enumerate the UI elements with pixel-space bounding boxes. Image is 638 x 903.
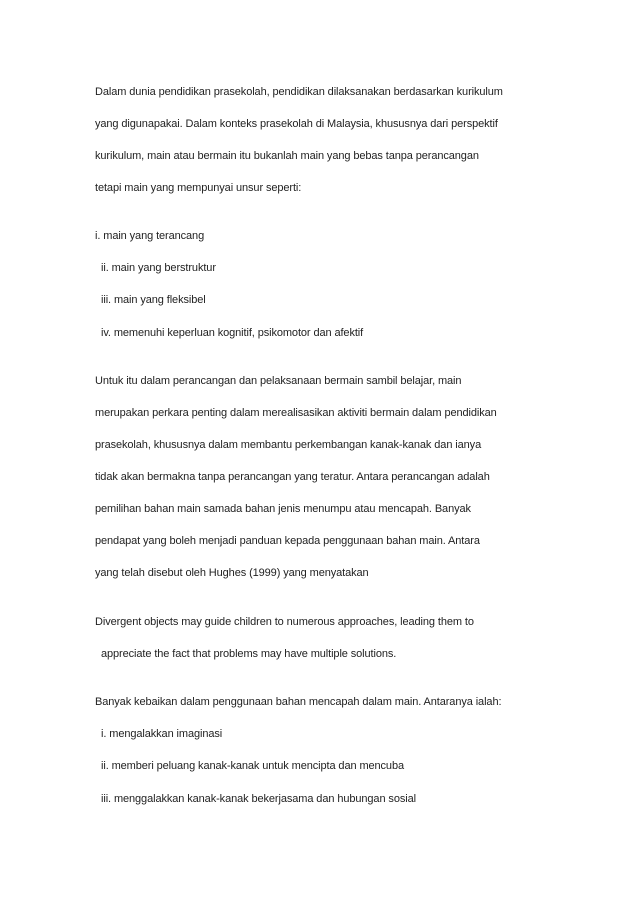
- list-1-item: iii. main yang fleksibel: [101, 294, 206, 306]
- list-2-item: ii. memberi peluang kanak-kanak untuk mencipta dan mencuba: [101, 760, 404, 772]
- paragraph-2-line: pendapat yang boleh menjadi panduan kepada penggunaan bahan main. Antara: [95, 535, 480, 547]
- paragraph-2-line: prasekolah, khususnya dalam membantu perkembangan kanak-kanak dan ianya: [95, 439, 482, 451]
- paragraph-1-line: tetapi main yang mempunyai unsur seperti:: [95, 182, 302, 194]
- list-1-item: i. main yang terancang: [95, 230, 205, 242]
- list-2-item: i. mengalakkan imaginasi: [101, 728, 223, 740]
- quote-line: appreciate the fact that problems may have multiple solutions.: [101, 648, 397, 660]
- paragraph-1-line: kurikulum, main atau bermain itu bukanlah main yang bebas tanpa perancangan: [95, 150, 479, 162]
- paragraph-2-line: Untuk itu dalam perancangan dan pelaksanaan bermain sambil belajar, main: [95, 375, 462, 387]
- paragraph-1-line: yang digunapakai. Dalam konteks prasekolah di Malaysia, khususnya dari perspektif: [95, 118, 498, 130]
- list-2-item: iii. menggalakkan kanak-kanak bekerjasama dan hubungan sosial: [101, 793, 416, 805]
- paragraph-2-line: merupakan perkara penting dalam merealisasikan aktiviti bermain dalam pendidikan: [95, 407, 497, 419]
- paragraph-1-line: Dalam dunia pendidikan prasekolah, pendidikan dilaksanakan berdasarkan kurikulum: [95, 86, 503, 98]
- paragraph-2-line: tidak akan bermakna tanpa perancangan yang teratur. Antara perancangan adalah: [95, 471, 490, 483]
- quote-line: Divergent objects may guide children to numerous approaches, leading them to: [95, 616, 474, 628]
- paragraph-3-line: Banyak kebaikan dalam penggunaan bahan mencapah dalam main. Antaranya ialah:: [95, 696, 502, 708]
- paragraph-2-line: yang telah disebut oleh Hughes (1999) yang menyatakan: [95, 567, 369, 579]
- list-1-item: iv. memenuhi keperluan kognitif, psikomotor dan afektif: [101, 327, 364, 339]
- paragraph-2-line: pemilihan bahan main samada bahan jenis menumpu atau mencapah. Banyak: [95, 503, 471, 515]
- list-1-item: ii. main yang berstruktur: [101, 262, 216, 274]
